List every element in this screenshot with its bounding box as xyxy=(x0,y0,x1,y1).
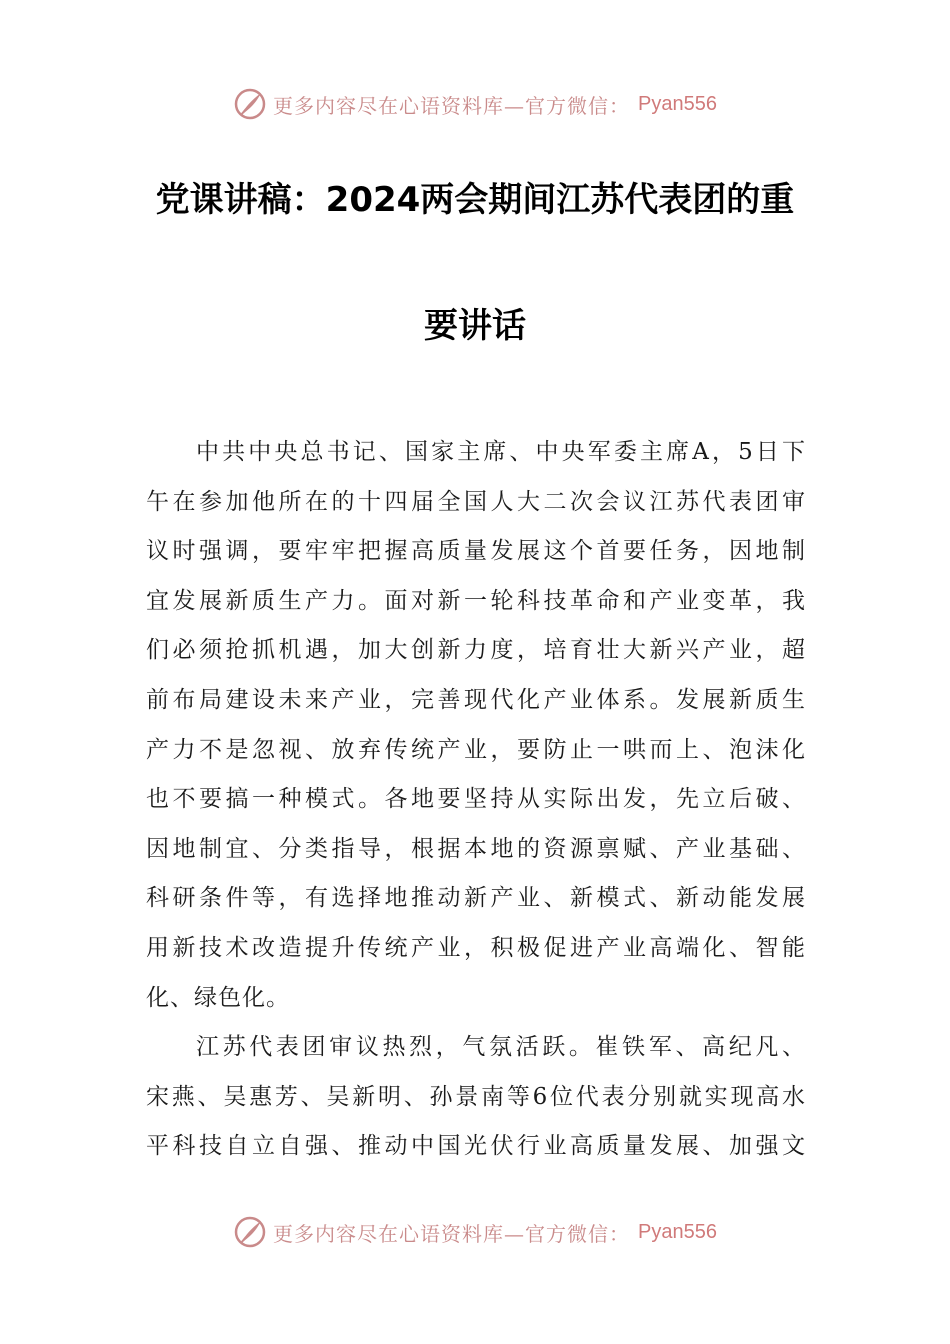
document-title-line-2: 要讲话 xyxy=(424,306,526,346)
paragraph-2-line: 江苏代表团审议热烈，气氛活跃。崔铁军、高纪凡、 xyxy=(196,1034,806,1061)
paragraph-2-line: 平科技自立自强、推动中国光伏行业高质量发展、加强文 xyxy=(146,1133,806,1160)
footer-watermark xyxy=(0,1212,950,1252)
paragraph-1-line: 宜发展新质生产力。面对新一轮科技革命和产业变革，我 xyxy=(146,587,806,614)
paragraph-1-line: 因地制宜、分类指导，根据本地的资源禀赋、产业基础、 xyxy=(146,835,806,862)
header-watermark xyxy=(0,84,950,124)
quill-logo-icon xyxy=(233,1215,267,1249)
document-title-line-1: 党课讲稿：2024两会期间江苏代表团的重 xyxy=(155,180,795,220)
paragraph-1-line: 化、绿色化。 xyxy=(146,984,290,1011)
watermark-wechat-id: Pyan556 xyxy=(638,1220,717,1243)
paragraph-1-line: 产力不是忽视、放弃传统产业，要防止一哄而上、泡沫化 xyxy=(146,736,806,763)
watermark-text: 更多内容尽在心语资料库—官方微信： xyxy=(273,93,631,118)
document-body xyxy=(146,428,806,1172)
paragraph-1-line: 也不要搞一种模式。各地要坚持从实际出发，先立后破、 xyxy=(146,786,806,813)
paragraph-1-line: 用新技术改造提升传统产业，积极促进产业高端化、智能 xyxy=(146,934,806,961)
paragraph-1-line: 科研条件等，有选择地推动新产业、新模式、新动能发展 xyxy=(146,885,806,912)
paragraph-1-line: 中共中央总书记、国家主席、中央军委主席A，5日下 xyxy=(196,439,806,465)
paragraph-1-line: 前布局建设未来产业，完善现代化产业体系。发展新质生 xyxy=(146,686,806,713)
paragraph-2-line: 宋燕、吴惠芳、吴新明、孙景南等6位代表分别就实现高水 xyxy=(146,1083,806,1110)
quill-logo-icon xyxy=(233,87,267,121)
paragraph-1-line: 议时强调，要牢牢把握高质量发展这个首要任务，因地制 xyxy=(146,538,806,565)
paragraph-1-line: 们必须抢抓机遇，加大创新力度，培育壮大新兴产业，超 xyxy=(146,637,806,664)
paragraph-1-line: 午在参加他所在的十四届全国人大二次会议江苏代表团审 xyxy=(146,488,806,515)
watermark-text: 更多内容尽在心语资料库—官方微信： xyxy=(273,1221,631,1246)
watermark-wechat-id: Pyan556 xyxy=(638,92,717,115)
